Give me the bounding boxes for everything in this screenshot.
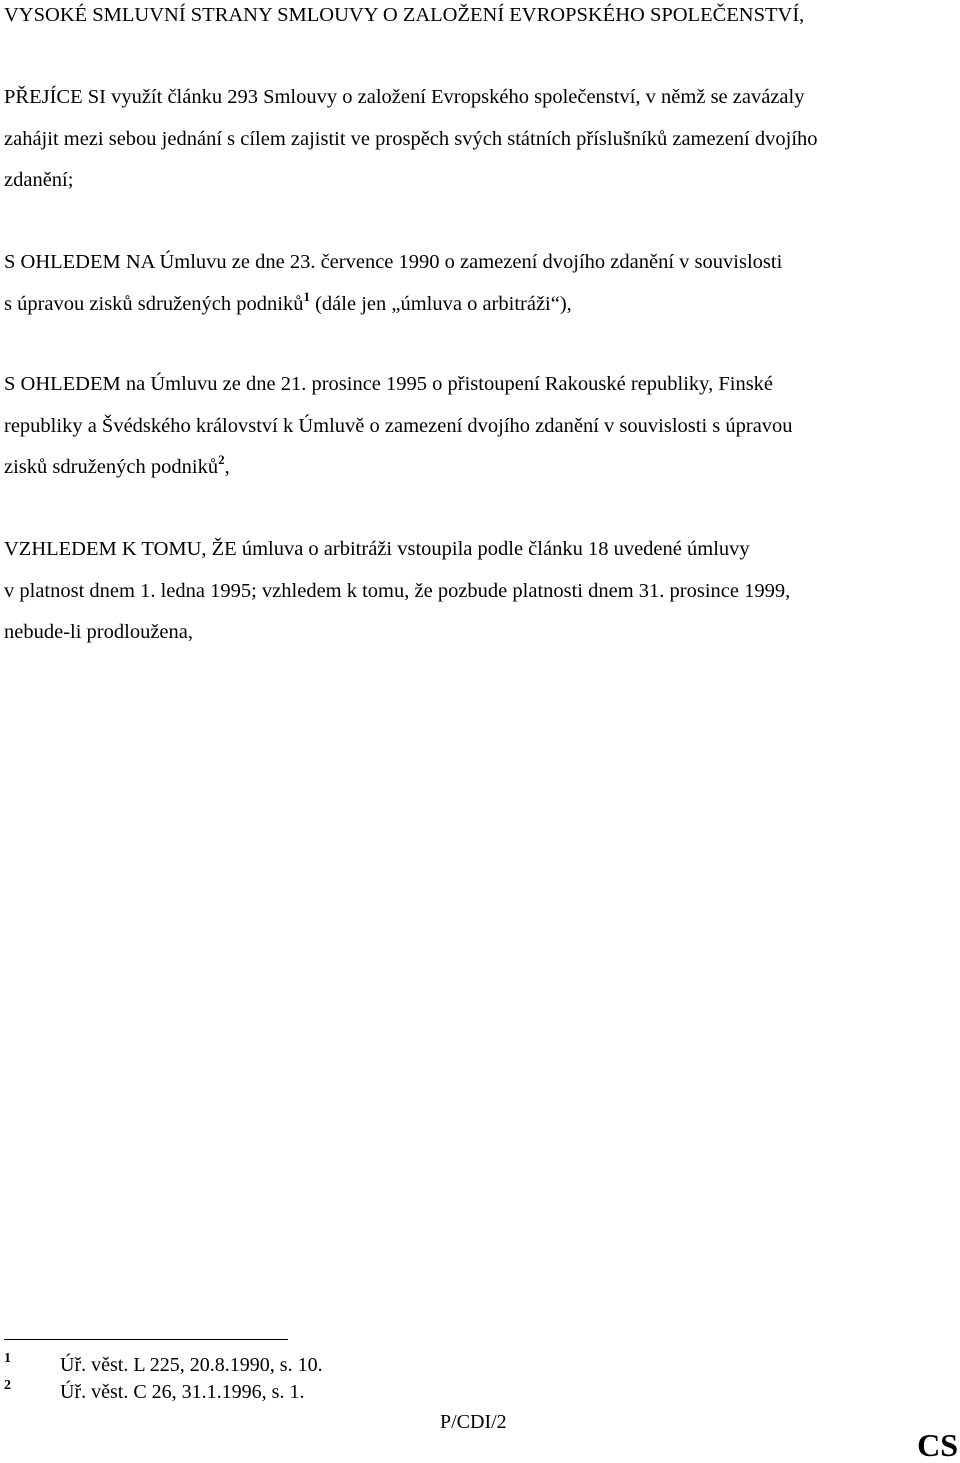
language-code: CS bbox=[917, 1427, 958, 1463]
paragraph-text: zisků sdružených podniků bbox=[4, 456, 219, 478]
paragraph-line: zdanění; bbox=[4, 169, 74, 191]
paragraph-line: S OHLEDEM na Úmluvu ze dne 21. prosince 1995 o přistoupení Rakouské republiky, Finské bbox=[4, 373, 774, 395]
paragraph-ohledem-1995 bbox=[4, 364, 954, 489]
paragraph-line: S OHLEDEM NA Úmluvu ze dne 23. července 1990 o zamezení dvojího zdanění v souvislosti bbox=[4, 251, 783, 273]
paragraph-line: republiky a Švédského království k Úmluvě o zamezení dvojího zdanění v souvislosti s úpravou bbox=[4, 414, 793, 437]
page-code: P/CDI/2 bbox=[440, 1411, 507, 1433]
footnote-reference: 1 bbox=[303, 288, 310, 304]
paragraph-line bbox=[4, 447, 954, 489]
footnote-text: Úř. věst. L 225, 20.8.1990, s. 10. bbox=[60, 1354, 323, 1376]
paragraph-text: , bbox=[224, 456, 230, 478]
footnote-text: Úř. věst. C 26, 31.1.1996, s. 1. bbox=[60, 1381, 305, 1403]
paragraph-line: zahájit mezi sebou jednání s cílem zajistit ve prospěch svých státních příslušníků zamezení dvojího bbox=[4, 127, 818, 150]
document-heading bbox=[4, 0, 954, 37]
footnote-separator bbox=[4, 1339, 288, 1340]
paragraph-line: v platnost dnem 1. ledna 1995; vzhledem k tomu, že pozbude platnosti dnem 31. prosince 1999, bbox=[4, 579, 791, 602]
paragraph-vzhledem bbox=[4, 529, 954, 654]
paragraph-ohledem-1990 bbox=[4, 242, 954, 325]
paragraph-prejice bbox=[4, 77, 954, 202]
footnote-reference: 2 bbox=[218, 452, 225, 467]
paragraph-line: PŘEJÍCE SI využít článku 293 Smlouvy o založení Evropského společenství, v němž se zavázaly bbox=[4, 86, 805, 108]
paragraph-text: (dále jen „úmluva o arbitráži“), bbox=[309, 292, 572, 315]
paragraph-line: VZHLEDEM K TOMU, ŽE úmluva o arbitráži vstoupila podle článku 18 uvedené úmluvy bbox=[4, 538, 750, 560]
footnote-mark: 2 bbox=[4, 1378, 11, 1393]
heading-line: VYSOKÉ SMLUVNÍ STRANY SMLOUVY O ZALOŽENÍ EVROPSKÉHO SPOLEČENSTVÍ, bbox=[4, 4, 805, 26]
paragraph-line bbox=[4, 284, 954, 326]
paragraph-line: nebude-li prodloužena, bbox=[4, 621, 193, 643]
paragraph-text: s úpravou zisků sdružených podniků bbox=[4, 292, 304, 315]
footnote-mark: 1 bbox=[4, 1351, 11, 1366]
